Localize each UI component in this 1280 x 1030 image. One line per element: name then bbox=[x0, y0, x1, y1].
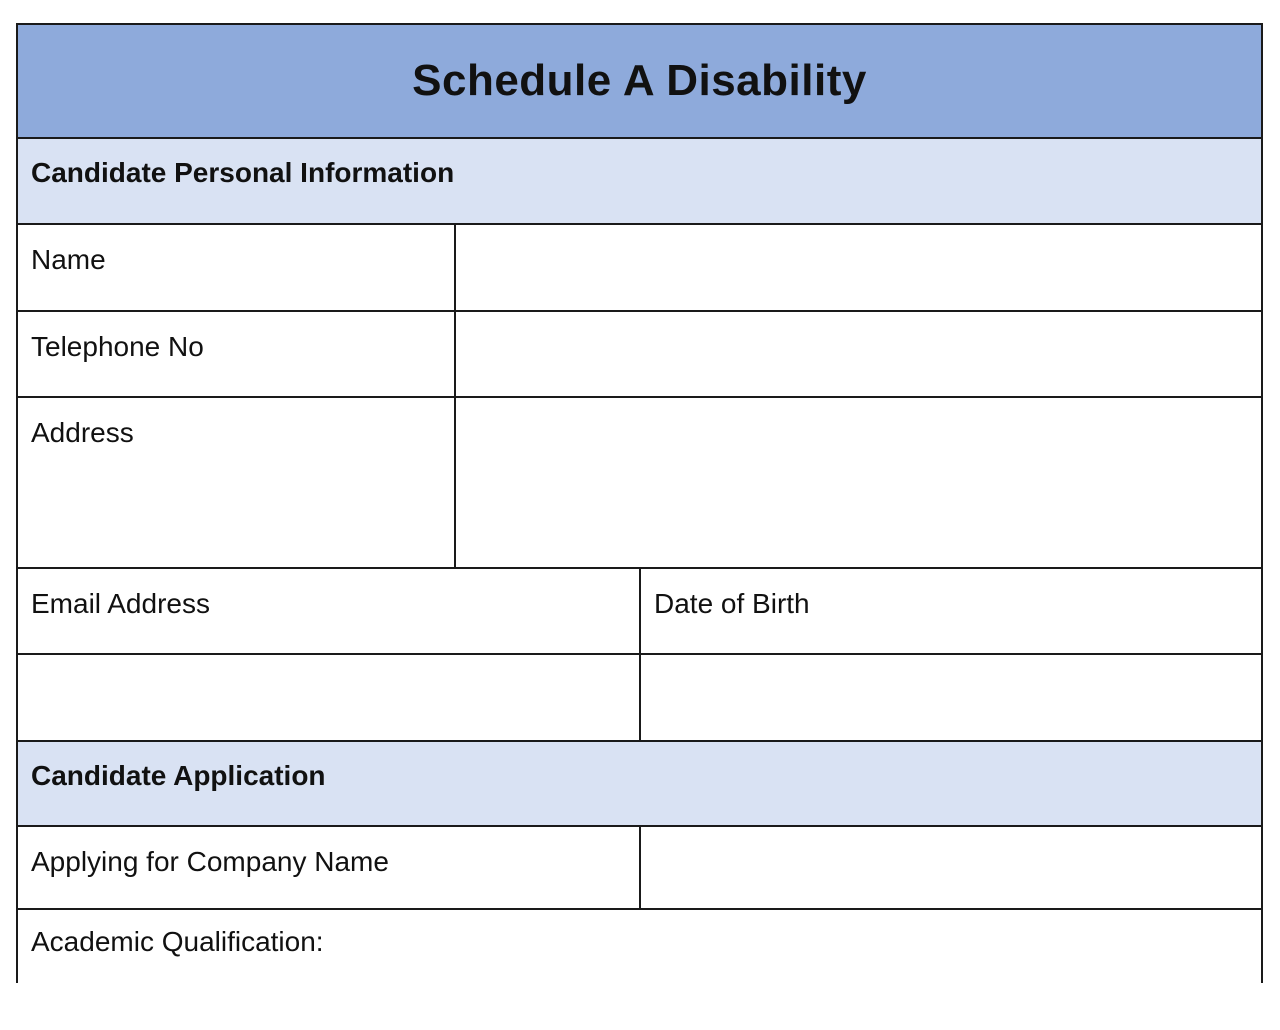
telephone-label-cell bbox=[18, 312, 456, 396]
telephone-field[interactable] bbox=[456, 312, 1261, 396]
dob-field[interactable] bbox=[641, 655, 1261, 740]
row-email-dob-labels bbox=[18, 569, 1261, 655]
name-label-cell bbox=[18, 225, 456, 310]
company-label-cell bbox=[18, 827, 641, 908]
section-heading-application: Candidate Application bbox=[31, 760, 326, 791]
form-title: Schedule A Disability bbox=[412, 56, 867, 105]
row-telephone bbox=[18, 312, 1261, 398]
qualification-cell[interactable] bbox=[18, 910, 1261, 1030]
telephone-label: Telephone No bbox=[31, 331, 204, 362]
email-label-cell bbox=[18, 569, 641, 653]
row-email-dob-inputs bbox=[18, 655, 1261, 742]
name-label: Name bbox=[31, 244, 106, 275]
row-name bbox=[18, 225, 1261, 312]
company-field[interactable] bbox=[641, 827, 1261, 908]
dob-label-cell bbox=[641, 569, 1261, 653]
address-label: Address bbox=[31, 417, 134, 448]
company-label: Applying for Company Name bbox=[31, 846, 389, 877]
qualification-label: Academic Qualification: bbox=[31, 926, 324, 957]
section-heading-personal-info: Candidate Personal Information bbox=[31, 157, 455, 188]
address-label-cell bbox=[18, 398, 456, 567]
name-field[interactable] bbox=[456, 225, 1261, 310]
row-company-name bbox=[18, 827, 1261, 910]
section-header-application bbox=[18, 742, 1261, 827]
email-label: Email Address bbox=[31, 588, 210, 619]
email-field[interactable] bbox=[18, 655, 641, 740]
row-address bbox=[18, 398, 1261, 569]
form-title-band bbox=[18, 25, 1261, 139]
row-academic-qualification bbox=[18, 910, 1261, 1030]
address-field[interactable] bbox=[456, 398, 1261, 567]
dob-label: Date of Birth bbox=[654, 588, 810, 619]
schedule-a-disability-form bbox=[16, 23, 1263, 983]
section-header-personal-info bbox=[18, 139, 1261, 225]
